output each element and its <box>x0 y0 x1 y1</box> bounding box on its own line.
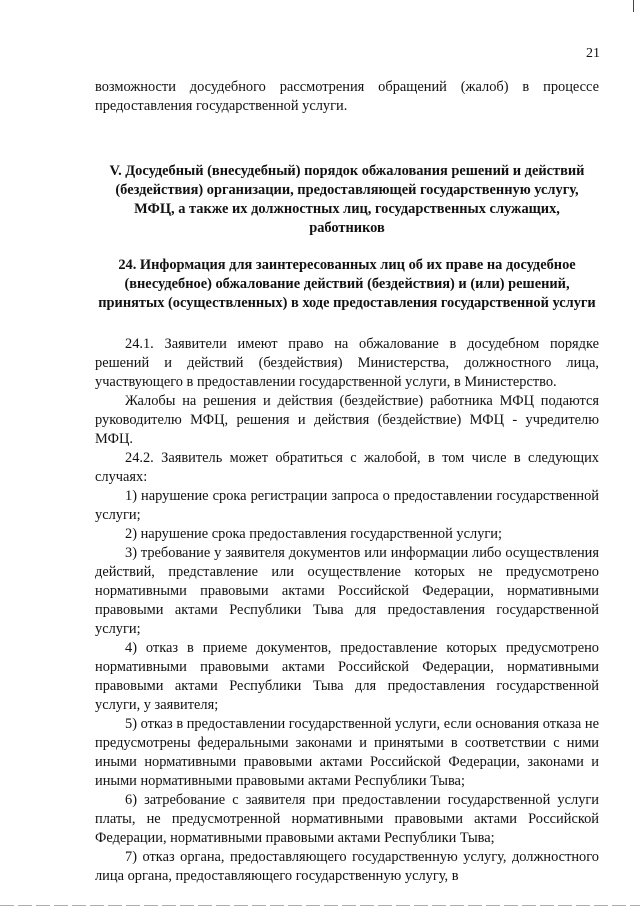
list-item-2: 2) нарушение срока предоставления государственной услуги; <box>125 526 502 542</box>
paragraph-mfc-complaints: Жалобы на решения и действия (бездействие) работника МФЦ подаются руководителю МФЦ, решения и действия (бездействие) МФЦ - учредителю МФЦ. <box>95 393 599 447</box>
list-item-1: 1) нарушение срока регистрации запроса о предоставлении государственной услуги; <box>95 488 599 523</box>
list-item-4: 4) отказ в приеме документов, предоставление которых предусмотрено нормативными правовыми актами Российской Федерации, нормативными правовыми актами Республики Тыва для предоставления государственной услуги, у заявителя; <box>95 640 599 713</box>
paragraph-24-2: 24.2. Заявитель может обратиться с жалобой, в том числе в следующих случаях: <box>95 450 599 485</box>
list-item-7: 7) отказ органа, предоставляющего государственную услугу, должностного лица органа, предоставляющего государственную услугу, в <box>95 849 599 884</box>
list-item-5: 5) отказ в предоставлении государственной услуги, если основания отказа не предусмотрены федеральными законами и принятыми в соответствии с ними иными нормативными правовыми актами Российской Федерации, законами и иными нормативными правовыми актами Республики Тыва; <box>95 716 599 789</box>
scan-edge-mark <box>633 0 634 12</box>
document-body <box>95 78 599 886</box>
section-heading: V. Досудебный (внесудебный) порядок обжалования решений и действий (бездействия) организации, предоставляющей государственную услугу, МФЦ, а также их должностных лиц, государственных служащих, работников <box>109 163 585 236</box>
intro-paragraph: возможности досудебного рассмотрения обращений (жалоб) в процессе предоставления государственной услуги. <box>95 79 599 114</box>
list-item-3: 3) требование у заявителя документов или информации либо осуществления действий, представление или осуществление которых не предусмотрено нормативными правовыми актами Российской Федерации, нормативными правовыми актами Республики Тыва для предоставления государственной услуги; <box>95 545 599 637</box>
page-number: 21 <box>586 46 600 61</box>
list-item-6: 6) затребование с заявителя при предоставлении государственной услуги платы, не предусмотренной нормативными правовыми актами Российской Федерации, нормативными правовыми актами Республики Тыва; <box>95 792 599 846</box>
subsection-heading: 24. Информация для заинтересованных лиц об их праве на досудебное (внесудебное) обжалование действий (бездействия) и (или) решений, принятых (осуществленных) в ходе предоставления государственной услуги <box>98 257 596 311</box>
paragraph-24-1: 24.1. Заявители имеют право на обжалование в досудебном порядке решений и действий (бездействия) Министерства, должностного лица, участвующего в предоставлении государственной услуги, в Министерство. <box>95 336 599 390</box>
scan-bottom-edge <box>0 905 640 906</box>
